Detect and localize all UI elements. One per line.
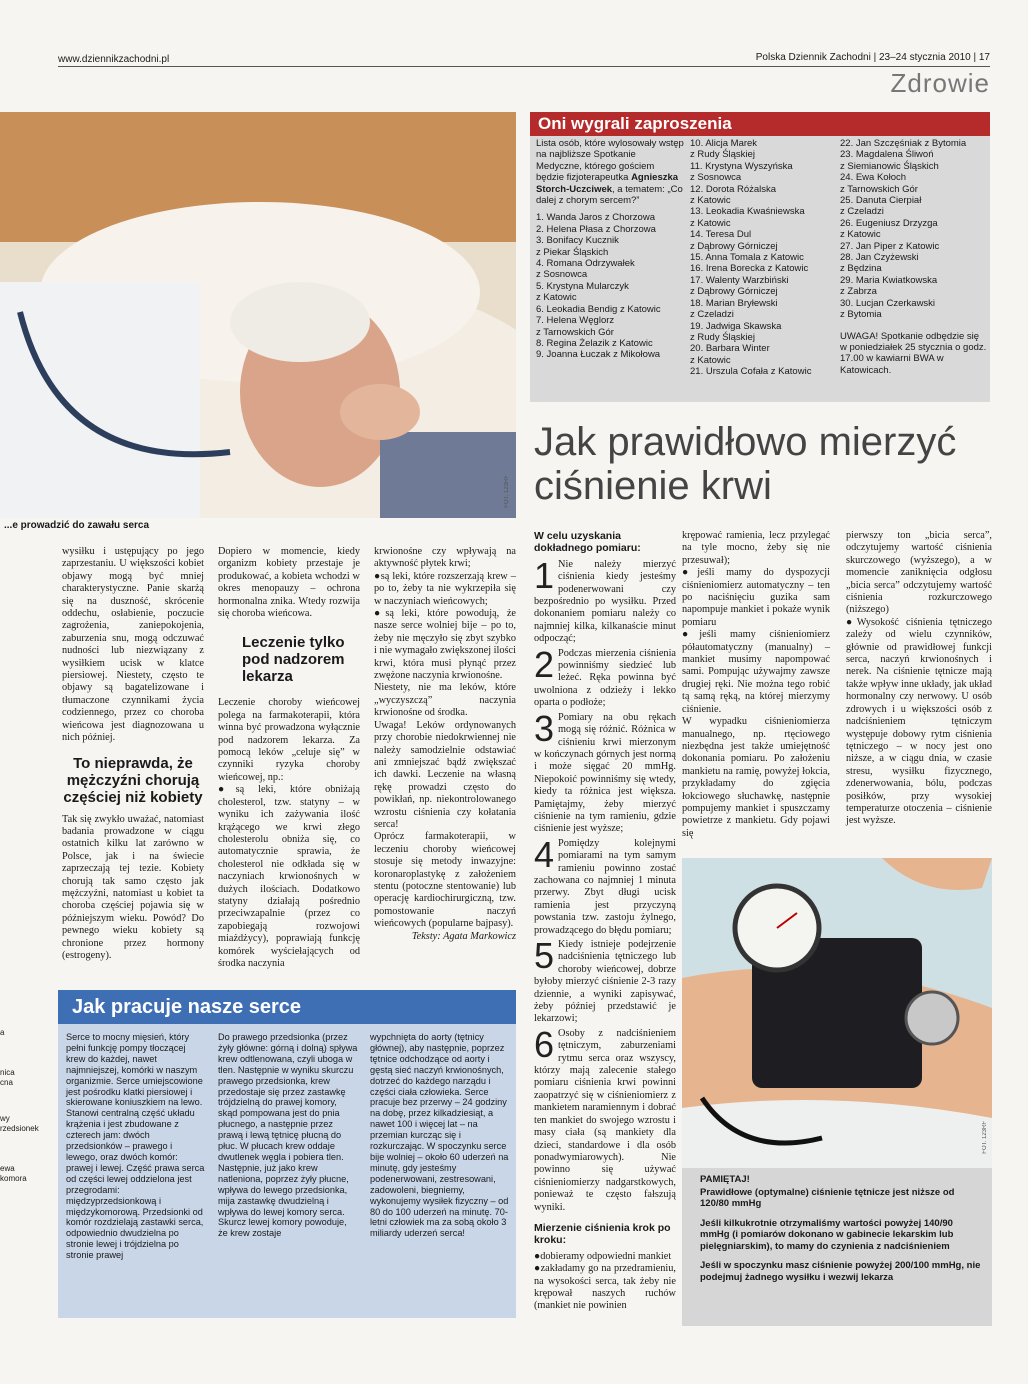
numbered-step bbox=[534, 939, 676, 1026]
step-text: Nie należy mierzyć ciśnienia kiedy jesteśmy podenerwowani czy bezpośrednio po wysiłku. Przed dokonaniem pomiaru należy co najmniej kilka, kilkanaście minut odpocząć; bbox=[534, 558, 676, 645]
list-line: 7. Helena Węglorz bbox=[536, 315, 615, 327]
paragraph: krwionośne czy wpływają na aktywność płytek krwi; bbox=[374, 546, 516, 570]
winners-list-1 bbox=[536, 212, 684, 360]
photo-caption: ...e prowadzić do zawału serca bbox=[4, 520, 150, 531]
paragraph: Dopiero w momencie, kiedy organizm kobiety przestaje je produkować, a kobieta wchodzi w okres menopauzy – ochrona hormonalna znika. Wtedy rozwija się choroba wieńcowa. bbox=[218, 546, 360, 620]
list-line: 12. Dorota Różalska bbox=[690, 183, 777, 195]
list-line: z Tarnowskich Gór bbox=[536, 326, 614, 338]
subheading: Leczenie tylko pod nadzorem lekarza bbox=[242, 634, 345, 686]
bullet-item: ● są leki, które powodują, że nasze serce wolniej bije – po to, żeby nie męczyło się zbyt szybko i nie wymagało zwiększonej ilości krwi, która musi płynąć przez zwężone naczynia krwionośne. bbox=[374, 608, 516, 682]
step-text: Pomiary na obu rękach mogą się różnić. Różnica w ciśnieniu krwi mierzonym w kończynach górnych jest normą i może sięgać 20 mmHg. Niepokoić powinniśmy się wtedy, kiedy ta różnica jest większa. Pamiętajmy, żeby mierzyć ciśnienie na tym ramieniu, gdzie ciśnienie jest wyższe; bbox=[534, 711, 676, 835]
list-line: z Rudy Śląskiej bbox=[690, 149, 755, 161]
section-title: Zdrowie bbox=[890, 68, 990, 98]
winners-column-3 bbox=[840, 138, 988, 376]
list-line: 4. Romana Odrzywałek bbox=[536, 258, 635, 270]
list-line: 3. Bonifacy Kucznik bbox=[536, 235, 619, 247]
bp-lead: W celu uzyskania dokładnego pomiaru: bbox=[534, 530, 641, 555]
winners-note: UWAGA! Spotkanie odbędzie się w poniedziałek 25 stycznia o godz. 17.00 w kawiarni BWA w Katowicach. bbox=[840, 330, 987, 376]
list-line: z Czeladzi bbox=[690, 309, 734, 321]
list-line: z Dąbrowy Górniczej bbox=[690, 286, 778, 298]
list-line: z Rudy Śląskiej bbox=[690, 331, 755, 343]
steps-list bbox=[534, 559, 676, 1214]
remember-item: Jeśli kilkukrotnie otrzymaliśmy wartości powyżej 140/90 mmHg (i pomiarów dokonano w gabinecie lekarskim lub pielęgniarskim), to mamy do czynienia z nadciśnieniem bbox=[700, 1217, 954, 1252]
remember-item: Prawidłowe (optymalne) ciśnienie tętnicze jest niższe od 120/80 mmHg bbox=[700, 1186, 955, 1209]
subheading: To nieprawda, że mężczyźni chorują częściej niż kobiety bbox=[63, 754, 203, 806]
heart-column-1: Serce to mocny mięsień, który pełni funkcję pompy tłoczącej krew do każdej, nawet najmniejszej, komórki w naszym organizmie. Serce umiejscowione jest pośrodku klatki piersiowej i skierowane koniuszkiem na lewo. Stanowi centralną część układu krążenia i jest zbudowane z czterech jam: dwóch przedsionków – prawego i lewego, oraz dwóch komór: prawej i lewej. Część prawa serca od części lewej oddzielona jest przegrodami: międzyprzedsionkową i międzykomorową. Przedsionki od komór rozdzielają zastawki serca, odpowiednio dwudzielna po stronie lewej i trójdzielna po stronie prawej bbox=[66, 1032, 205, 1261]
edge-fragment: cna bbox=[0, 1078, 13, 1087]
bullet-item: ● dobieramy odpowiedni mankiet bbox=[534, 1251, 676, 1263]
list-line: z Bytomia bbox=[840, 309, 882, 321]
bullet-item: ● zakładamy go na przedramieniu, na wysokości serca, tak żeby nie krępował naszych ruchów (mankiet nie powinien bbox=[534, 1263, 676, 1313]
bp-column-2 bbox=[682, 530, 830, 840]
bullet-item: ● są leki, które rozszerzają krew – po to, żeby ta nie wykrzepiła się w naczyniach wieńcowych; bbox=[374, 571, 516, 608]
intro-topic: , a tematem: „Co dalej z chorym sercem?” bbox=[536, 183, 683, 207]
list-line: 2. Helena Płasa z Chorzowa bbox=[536, 223, 656, 235]
list-line: 19. Jadwiga Skawska bbox=[690, 320, 782, 332]
list-line: z Piekar Śląskich bbox=[536, 246, 609, 258]
list-line: z Będzina bbox=[840, 263, 882, 275]
list-line: z Katowic bbox=[690, 195, 731, 207]
edge-fragment: rzedsionek bbox=[0, 1124, 39, 1133]
paragraph: wysiłku i ustępujący po jego zaprzestaniu. U większości kobiet objawy mogą być mniej charakterystyczne. Panie skarżą się na duszność, skrócenie oddechu, osłabienie, poczucie zagrożenia, zaniepokojenia, zaburzenia snu, mogą odczuwać nudności lub niezwiązany z wysiłkiem ucisk w klatce piersiowej. Niestety, często te objawy są bagatelizowane i tłumaczone czynnikami życia codziennego, przez co choroba wieńcowa jest diagnozowana u nich później. bbox=[62, 546, 204, 744]
paragraph: Leczenie choroby wieńcowej polega na farmakoterapii, która winna być prowadzona wyłącznie pod nadzorem lekarza. Za pomocą leków „celuje się” w czynniki ryzyka choroby wieńcowej, np.: bbox=[218, 697, 360, 783]
list-line: 17. Walenty Warzbiński bbox=[690, 274, 789, 286]
photo-credit: FOT. 123RF bbox=[504, 475, 510, 508]
heart-title: Jak pracuje nasze serce bbox=[58, 990, 516, 1024]
step-text: Osoby z nadciśnieniem tętniczym, zaburzeniami rytmu serca oraz wszyscy, którzy mają zalecenie stałego pomiaru ciśnienia krwi powinni zaopatrzyć się w ciśnieniomierz z mankietem naramiennym i dobrać ten mankiet do swojego wzrostu i masy ciała (są mankiety dla dzieci, standardowe i dla osób ponadwymiarowych). Nie powinno się używać ciśnieniomierzy nadgarstkowych, ponieważ te często fałszują wyniki. bbox=[534, 1027, 676, 1213]
remember-box bbox=[682, 1168, 992, 1326]
list-line: 13. Leokadia Kwaśniewska bbox=[690, 206, 805, 218]
list-line: 5. Krystyna Mularczyk bbox=[536, 280, 629, 292]
photo-blood-pressure-cuff bbox=[682, 858, 992, 1168]
winners-box bbox=[530, 112, 990, 402]
article-headline: Jak prawidłowo mierzyć ciśnienie krwi bbox=[534, 420, 957, 508]
step-text: Podczas mierzenia ciśnienia powinniśmy siedzieć lub leżeć. Ręka powinna być uwolniona z odzieży i lekko oparta o podłoże; bbox=[534, 647, 676, 709]
list-line: z Katowic bbox=[690, 217, 731, 229]
edge-fragment: komora bbox=[0, 1174, 27, 1183]
bp-column-1 bbox=[534, 530, 676, 1313]
list-line: 29. Maria Kwiatkowska bbox=[840, 274, 938, 286]
photo-patient-stethoscope bbox=[0, 112, 516, 518]
paragraph: Uwaga! Leków ordynowanych przy chorobie niedokrwiennej nie należy samodzielnie odstawiać ani zmniejszać bądź zwiększać ich dawki. Leczenie na własną rękę prowadzi często do powikłań, np. niekontrolowanego wzrostu ciśnienia czy kołatania serca! bbox=[374, 719, 516, 830]
header-rule bbox=[58, 66, 990, 67]
photo-credit: FOT. 123RF bbox=[982, 1121, 988, 1154]
numbered-step bbox=[534, 712, 676, 836]
step-number: 1 bbox=[534, 558, 555, 596]
list-line: z Katowic bbox=[536, 292, 577, 304]
list-line: 9. Joanna Łuczak z Mikołowa bbox=[536, 349, 661, 361]
step-number: 6 bbox=[534, 1027, 555, 1065]
list-line: 11. Krystyna Wyszyńska bbox=[690, 160, 793, 172]
list-line: z Zabrza bbox=[840, 286, 877, 298]
remember-item: Jeśli w spoczynku masz ciśnienie powyżej 200/100 mmHg, nie podejmuj żadnego wysiłku i wezwij lekarza bbox=[700, 1260, 981, 1283]
heart-info-box bbox=[58, 990, 516, 1318]
list-line: z Dąbrowy Górniczej bbox=[690, 240, 778, 252]
edge-fragment: wy bbox=[0, 1114, 10, 1123]
paragraph: Niestety, nie ma leków, które „wyczyszczą” naczynia krwionośne od środka. bbox=[374, 682, 516, 719]
numbered-step bbox=[534, 559, 676, 646]
intro-guest: Agnieszka Storch-Uczciwek bbox=[536, 172, 679, 195]
bp-subheading: Mierzenie ciśnienia krok po kroku: bbox=[534, 1221, 671, 1247]
winners-list-2 bbox=[690, 138, 830, 378]
list-line: z Katowic bbox=[840, 229, 881, 241]
list-line: 14. Teresa Dul bbox=[690, 229, 752, 241]
numbered-step bbox=[534, 838, 676, 937]
article-column-1 bbox=[62, 546, 204, 962]
article-column-2 bbox=[218, 546, 360, 970]
heart-column-2: Do prawego przedsionka (przez żyły główne: górną i dolną) spływa krew odtlenowana, czyli uboga w tlen. Następnie w wyniku skurczu prawego przedsionka, krew przedostaje się przez zastawkę trójdzielną do prawej komory, skąd pompowana jest do pnia płucnego, a następnie przez prawą i lewą tętnicę płucną do płuc. W płucach krew oddaje dwutlenek węgla i pobiera tlen. Następnie, już jako krew natleniona, poprzez żyły płucne, wpływa do lewego przedsionka, mija zastawkę dwudzielną i wpływa do lewej komory serca. Skurcz lewej komory powoduje, że krew zostaje bbox=[218, 1032, 358, 1239]
step-text: Pomiędzy kolejnymi pomiarami na tym samym ramieniu powinno zostać zachowana co najmniej 1 minuta przerwy. Zbyt długi ucisk ramienia jest przyczyną powstania tzw. zastoju żylnego, prowadzącego do błędu pomiaru; bbox=[534, 837, 676, 936]
edge-fragment: ewa bbox=[0, 1164, 15, 1173]
list-line: 28. Jan Czyżewski bbox=[840, 252, 919, 264]
numbered-step bbox=[534, 648, 676, 710]
list-line: 6. Leokadia Bendig z Katowic bbox=[536, 303, 661, 315]
list-line: 21. Urszula Cofała z Katowic bbox=[690, 366, 812, 378]
edge-fragment: nica bbox=[0, 1068, 15, 1077]
winners-title: Oni wygrali zaproszenia bbox=[530, 112, 990, 136]
bp-column-3 bbox=[846, 530, 992, 828]
list-line: 22. Jan Szczęśniak z Bytomia bbox=[840, 138, 967, 149]
list-line: 23. Magdalena Śliwoń bbox=[840, 149, 934, 161]
list-line: z Sosnowca bbox=[536, 269, 588, 281]
edge-fragment: a bbox=[0, 1028, 5, 1037]
step-number: 5 bbox=[534, 939, 555, 976]
winners-list-3 bbox=[840, 138, 988, 321]
winners-intro bbox=[536, 138, 684, 206]
masthead: Polska Dziennik Zachodni | 23–24 stycznia 2010 | 17 bbox=[755, 52, 990, 63]
byline: Teksty: Agata Markowicz bbox=[411, 930, 516, 942]
list-line: 15. Anna Tomala z Katowic bbox=[690, 252, 804, 264]
list-line: 16. Irena Borecka z Katowic bbox=[690, 263, 809, 275]
paragraph: krępować ramienia, lecz przylegać na tyle mocno, żeby się nie przesuwał); bbox=[682, 530, 830, 566]
paragraph: Oprócz farmakoterapii, w leczeniu choroby wieńcowej stosuje się metody inwazyjne: koronaroplastykę z założeniem stentu (potoczne stentowanie) lub operację kardiochirurgiczną, tzw. pomostowanie naczyń wieńcowych (popularne bajpasy). bbox=[374, 831, 516, 930]
list-line: z Katowic bbox=[690, 354, 731, 366]
list-line: z Czeladzi bbox=[840, 206, 884, 218]
list-line: 24. Ewa Kołoch bbox=[840, 172, 907, 184]
bullet-item: ● jeśli mamy do dyspozycji ciśnieniomierz automatyczny – ten po naciśnięciu guzika sam napompuje mankiet i pokaże wynik pomiaru bbox=[682, 567, 830, 629]
winners-column-1 bbox=[536, 138, 684, 361]
step-number: 4 bbox=[534, 837, 555, 875]
article-column-3 bbox=[374, 546, 516, 943]
list-line: z Siemianowic Śląskich bbox=[840, 160, 939, 172]
list-line: 27. Jan Piper z Katowic bbox=[840, 240, 940, 252]
list-line: z Tarnowskich Gór bbox=[840, 183, 918, 195]
intro-text: Lista osób, które wylosowały wstęp na najbliższe Spotkanie Medyczne, którego gościem będzie fizjoterapeutka bbox=[536, 138, 684, 184]
paragraph: W wypadku ciśnieniomierza manualnego, np. rtęciowego niezbędna jest także umiejętność dokonania pomiaru. Po założeniu mankietu na ramię, powyżej łokcia, przykładamy do zgięcia łokciowego słuchawkę, następnie pompujemy mankiet i spuszczamy powietrze z mankietu. Gdy pojawi się bbox=[682, 716, 830, 839]
heart-column-3: wypchnięta do aorty (tętnicy głównej), aby następnie, poprzez tętnice odchodzące od aorty i gęstą sieć naczyń krwionośnych, dotrzeć do każdego narządu i części ciała człowieka. Serce pracuje bez przerwy – 24 godziny na dobę, przez kilkadziesiąt, a nawet 100 i więcej lat – na przemian kurcząc się i rozkurczając. W spoczynku serce bije wolniej – około 60 uderzeń na minutę, gdy jesteśmy podenerwowani, zestresowani, zadowoleni, biegniemy, wykonujemy wysiłek fizyczny – od 80 do 100 uderzeń na minutę. 70-letni człowiek ma za sobą około 3 miliardy uderzeń serca! bbox=[370, 1032, 509, 1239]
bullet-item: ● Wysokość ciśnienia tętniczego zależy od wielu czynników, głównie od prawidłowej funkcji serca, naczyń krwionośnych i nerek. Na ciśnienie tętnicze mają także wpływ inne układy, jak układ hormonalny czy nerwowy. U osób zdrowych i u większości osób z nadciśnieniem tętniczym występuje dobowy rytm ciśnienia tętniczego – w nocy jest ono niższe, a w ciągu dnia, w czasie stresu, wysiłku fizycznego, zdenerwowania, bólu, podczas posiłków, przy wysokiej temperaturze otoczenia – ciśnienie jest wyższe. bbox=[846, 617, 992, 828]
bullet-item: ● jeśli mamy ciśnieniomierz półautomatyczny (manualny) – mankiet musimy napompować sami. Pompując używajmy zawsze drugiej ręki. Nie można tego robić tą samą ręką, na której mierzymy ciśnienie. bbox=[682, 629, 830, 716]
list-line: 30. Lucjan Czerkawski bbox=[840, 297, 936, 309]
list-line: z Sosnowca bbox=[690, 172, 742, 184]
numbered-step bbox=[534, 1028, 676, 1214]
list-line: 26. Eugeniusz Drzyzga bbox=[840, 217, 938, 229]
step-number: 3 bbox=[534, 711, 555, 749]
step-text: Kiedy istnieje podejrzenie nadciśnienia tętniczego lub choroby wieńcowej, dobrze byłoby mierzyć ciśnienie 2-3 razy dziennie, a wyniki zapisywać, żeby później przedstawić je lekarzowi; bbox=[534, 939, 676, 1025]
list-line: 25. Danuta Cierpiał bbox=[840, 195, 922, 207]
list-line: 20. Barbara Winter bbox=[690, 343, 770, 355]
paragraph: Tak się zwykło uważać, natomiast badania prowadzone w ciągu ostatnich kilku lat zarówno w Polsce, jak i na świecie zaprzeczają tej tezie. Kobiety chorują tak samo często jak mężczyźni, natomiast u kobiet ta choroba częściej pojawia się w późniejszym wieku. Powód? Do pewnego wieku kobiety są chronione przez hormony (estrogeny). bbox=[62, 813, 204, 961]
bullet-item: ● są leki, które obniżają cholesterol, tzw. statyny – w wyniku ich zażywania ilość krążącego we krwi złego cholesterolu obniża się, co automatycznie sprawia, że cholesterol nie odkłada się w naczyniach krwionośnych w dużych ilościach. Dodatkowo statyny działają pośrednio przeciwzapalnie (przez co zapobiegają rozwojowi miażdżycy), poprawiają funkcję komórek wyściełających od środka naczynia bbox=[218, 784, 360, 970]
step-number: 2 bbox=[534, 647, 555, 685]
list-line: 8. Regina Żelazik z Katowic bbox=[536, 337, 653, 349]
remember-title: PAMIĘTAJ! bbox=[700, 1174, 750, 1185]
list-line: 1. Wanda Jaros z Chorzowa bbox=[536, 212, 655, 224]
website-url: www.dziennikzachodni.pl bbox=[58, 54, 170, 65]
list-line: 10. Alicja Marek bbox=[690, 138, 758, 149]
paragraph: pierwszy ton „bicia serca”, odczytujemy wartość ciśnienia skurczowego (wyższego), a w momencie zaniknięcia odgłosu „bicia serca” odczytujemy wartość ciśnienia rozkurczowego (niższego) bbox=[846, 530, 992, 616]
list-line: 18. Marian Bryłewski bbox=[690, 297, 778, 309]
